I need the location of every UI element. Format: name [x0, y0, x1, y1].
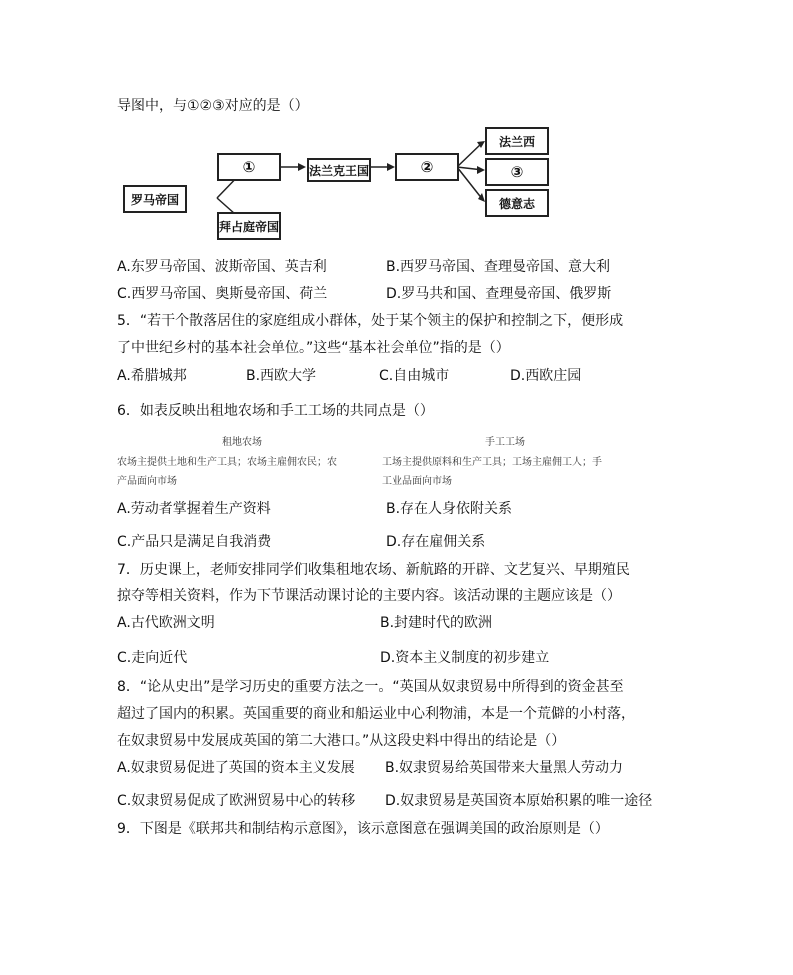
box-france: 法兰西 — [485, 127, 549, 155]
table-cell-workshop-line1: 工场主提供原料和生产工具；工场主雇佣工人；手 — [382, 457, 602, 468]
q8-option-d[interactable]: D.奴隶贸易是英国资本原始积累的唯一途径 — [385, 793, 653, 809]
q4-option-a[interactable]: A.东罗马帝国、波斯帝国、英吉利 — [117, 259, 327, 275]
q8-stem-line2: 超过了国内的积累。英国重要的商业和船运业中心利物浦，本是一个荒僻的小村落， — [117, 706, 635, 722]
box-byzantine: 拜占庭帝国 — [217, 212, 281, 240]
q4-option-b[interactable]: B.西罗马帝国、查理曼帝国、意大利 — [386, 259, 611, 275]
q4-option-c[interactable]: C.西罗马帝国、奥斯曼帝国、荷兰 — [117, 286, 328, 302]
q5-option-d[interactable]: D.西欧庄园 — [510, 368, 582, 384]
table-header-workshop: 手工工场 — [485, 437, 525, 448]
table-cell-farm-line2: 产品面向市场 — [117, 476, 177, 487]
q4-option-d[interactable]: D.罗马共和国、查理曼帝国、俄罗斯 — [386, 286, 612, 302]
q7-stem-line2: 掠夺等相关资料，作为下节课活动课讨论的主要内容。该活动课的主题应该是（） — [117, 588, 621, 604]
q6-option-c[interactable]: C.产品只是满足自我消费 — [117, 534, 272, 550]
table-header-farm: 租地农场 — [222, 437, 262, 448]
q6-option-d[interactable]: D.存在雇佣关系 — [386, 534, 486, 550]
q8-stem-line1: 8．“论从史出”是学习历史的重要方法之一。“英国从奴隶贸易中所得到的资金甚至 — [117, 679, 624, 695]
q8-option-a[interactable]: A.奴隶贸易促进了英国的资本主义发展 — [117, 760, 355, 776]
box-circle-3: ③ — [485, 158, 549, 186]
q8-stem-line3: 在奴隶贸易中发展成英国的第二大港口。”从这段史料中得出的结论是（） — [117, 733, 566, 749]
q8-option-c[interactable]: C.奴隶贸易促成了欧洲贸易中心的转移 — [117, 793, 356, 809]
q5-stem-line2: 了中世纪乡村的基本社会单位。”这些“基本社会单位”指的是（） — [117, 340, 510, 356]
q7-stem-line1: 7．历史课上，老师安排同学们收集租地农场、新航路的开辟、文艺复兴、早期殖民 — [117, 562, 630, 578]
q7-option-c[interactable]: C.走向近代 — [117, 650, 188, 666]
q6-option-b[interactable]: B.存在人身依附关系 — [386, 501, 513, 517]
q5-option-c[interactable]: C.自由城市 — [379, 368, 450, 384]
q6-stem: 6．如表反映出租地农场和手工工场的共同点是（） — [117, 403, 434, 419]
table-cell-workshop-line2: 工业品面向市场 — [382, 476, 452, 487]
q5-option-b[interactable]: B.西欧大学 — [246, 368, 317, 384]
q4-stem: 导图中，与①②③对应的是（） — [117, 98, 309, 114]
q5-option-a[interactable]: A.希腊城邦 — [117, 368, 187, 384]
q6-option-a[interactable]: A.劳动者掌握着生产资料 — [117, 501, 271, 517]
flow-diagram — [117, 120, 557, 245]
q8-option-b[interactable]: B.奴隶贸易给英国带来大量黑人劳动力 — [385, 760, 624, 776]
q9-stem: 9．下图是《联邦共和制结构示意图》，该示意图意在强调美国的政治原则是（） — [117, 821, 609, 837]
box-roman-empire: 罗马帝国 — [123, 185, 187, 213]
table-cell-farm-line1: 农场主提供土地和生产工具；农场主雇佣农民；农 — [117, 457, 337, 468]
q7-option-a[interactable]: A.古代欧洲文明 — [117, 615, 215, 631]
q7-option-d[interactable]: D.资本主义制度的初步建立 — [380, 650, 550, 666]
q5-stem-line1: 5．“若干个散落居住的家庭组成小群体，处于某个领主的保护和控制之下，便形成 — [117, 313, 624, 329]
box-frankish-kingdom: 法兰克王国 — [307, 158, 371, 182]
box-circle-1: ① — [217, 153, 281, 181]
q7-option-b[interactable]: B.封建时代的欧洲 — [380, 615, 493, 631]
box-circle-2: ② — [395, 153, 459, 181]
box-germany: 德意志 — [485, 189, 549, 217]
